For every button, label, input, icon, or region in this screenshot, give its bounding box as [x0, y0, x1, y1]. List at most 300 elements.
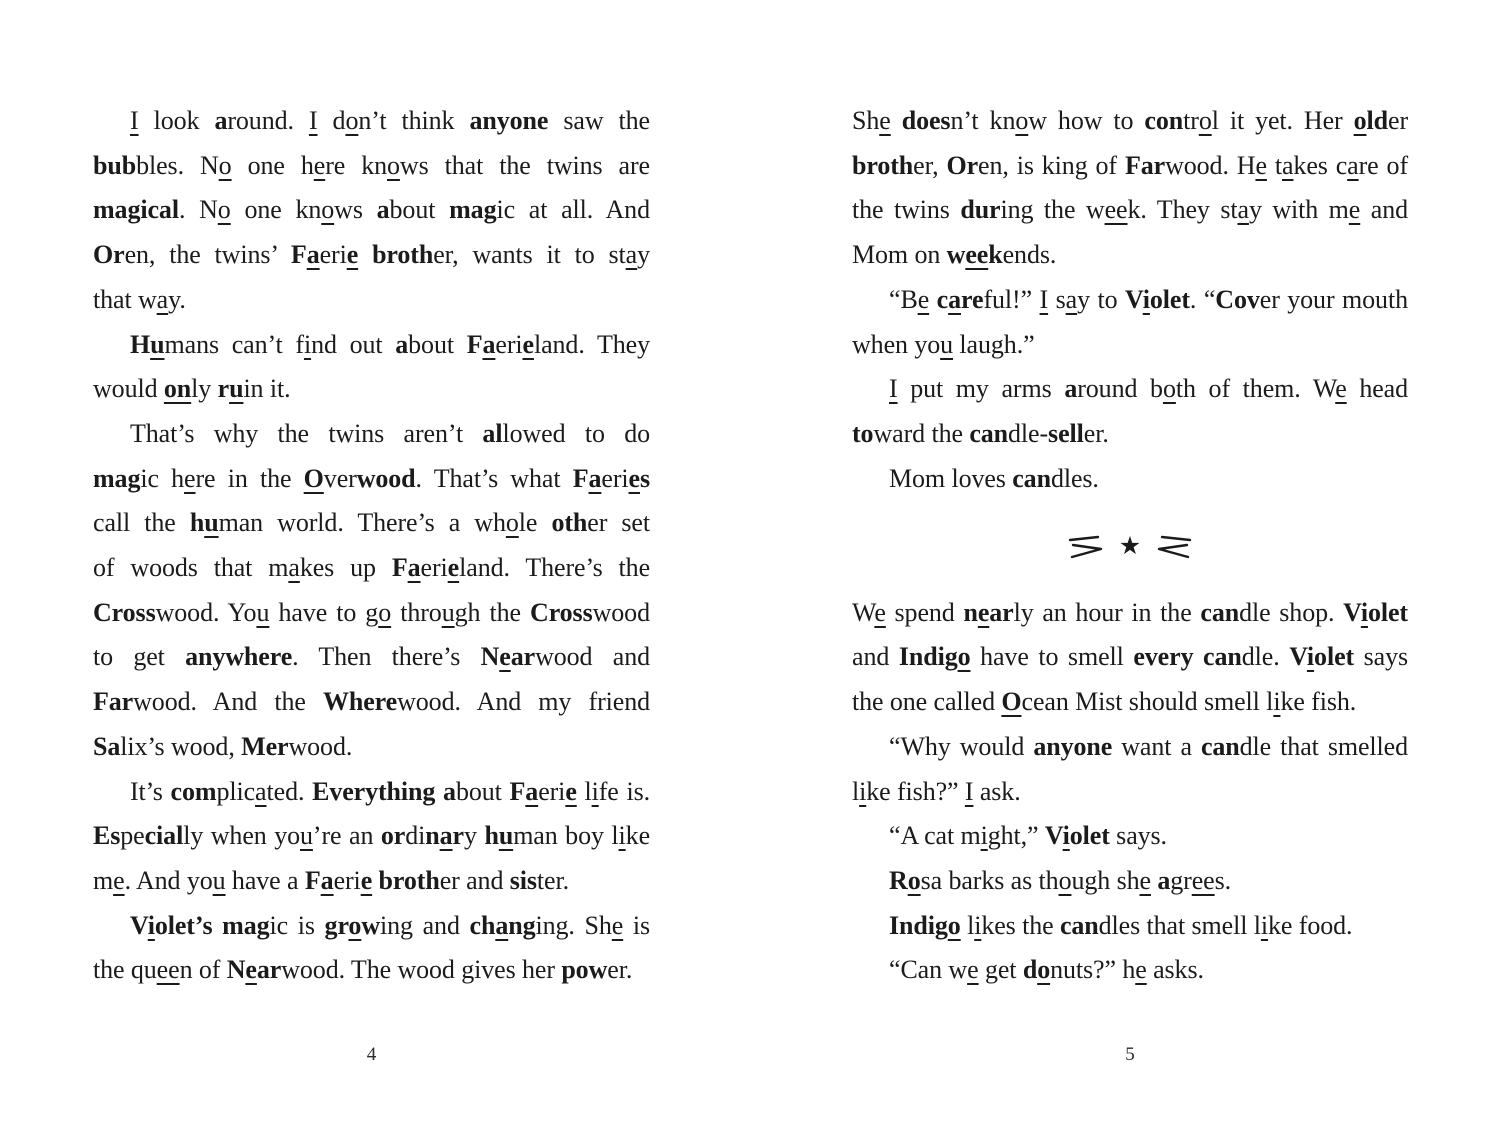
text-line — [93, 859, 650, 904]
text-segment: I — [308, 106, 318, 135]
text-segment: wood. — [288, 731, 353, 761]
text-segment: asks. — [1146, 955, 1204, 985]
text-segment: i — [1260, 910, 1269, 940]
text-segment: re in the — [195, 463, 304, 493]
text-segment: dle that smelled — [1239, 731, 1408, 761]
text-segment: er and — [439, 865, 510, 895]
text-segment: cial — [144, 821, 184, 851]
text-segment: i — [980, 821, 988, 851]
text-segment: round. — [227, 106, 309, 135]
text-segment: mans can’t f — [164, 329, 304, 359]
text-segment: man boy l — [513, 821, 619, 851]
text-segment: saw the — [548, 106, 650, 135]
text-segment: or — [380, 821, 406, 851]
text-segment: W — [852, 597, 875, 627]
text-segment: i — [147, 910, 155, 940]
text-segment: a — [443, 776, 456, 806]
text-segment: call the — [93, 508, 190, 538]
text-segment: ly an hour in the — [1013, 597, 1201, 627]
text-segment: o — [1162, 374, 1176, 404]
text-segment: e — [447, 553, 460, 583]
text-segment: e — [1135, 955, 1147, 985]
text-segment: man world. There’s a wh — [218, 508, 506, 538]
text-segment: a — [407, 553, 421, 583]
text-segment: dur — [960, 195, 1001, 225]
text-segment: ’re an — [312, 821, 381, 851]
text-line — [852, 412, 1408, 457]
text-segment — [1193, 642, 1203, 671]
text-segment: ugh sh — [1071, 865, 1140, 895]
text-line — [93, 188, 650, 233]
paragraph — [93, 99, 650, 323]
text-segment: cean Mist should smell l — [1021, 687, 1274, 717]
text-segment: Cross — [93, 597, 156, 627]
text-segment: i — [974, 910, 982, 940]
text-segment: ic at all. And — [496, 195, 650, 225]
text-line — [852, 188, 1408, 233]
text-segment: th of them. W — [1175, 374, 1336, 404]
page-number: 4 — [366, 1044, 377, 1065]
text-segment: al — [482, 418, 503, 448]
text-segment: o — [505, 508, 519, 538]
text-segment: ic h — [140, 463, 185, 493]
text-line — [93, 725, 650, 770]
text-segment: er. — [607, 955, 633, 985]
paragraph — [852, 814, 1408, 859]
text-segment: Or — [946, 150, 979, 180]
text-segment: ws — [334, 195, 377, 225]
text-segment: en, the twins’ — [124, 240, 291, 270]
text-line — [852, 367, 1408, 412]
text-segment: head — [1346, 374, 1409, 404]
text-segment: in it. — [243, 374, 291, 404]
text-segment: o — [218, 150, 232, 180]
text-segment: s — [1048, 284, 1066, 314]
text-segment: o — [957, 642, 971, 672]
text-segment: V — [130, 910, 148, 940]
text-line — [93, 680, 650, 725]
paragraph — [93, 323, 650, 412]
text-segment: a — [395, 329, 409, 359]
text-line — [93, 591, 650, 636]
text-segment: l it yet. Her — [1211, 106, 1354, 135]
text-line — [852, 814, 1408, 859]
text-segment: Es — [93, 821, 121, 851]
text-segment: and — [852, 642, 899, 672]
text-segment: mag — [449, 195, 497, 225]
text-segment: one kn — [230, 195, 322, 225]
text-segment: F — [391, 553, 408, 583]
text-segment: land. There’s the — [459, 553, 651, 583]
text-segment: Far — [93, 687, 134, 717]
text-line — [93, 904, 650, 949]
text-segment: mag — [222, 910, 270, 940]
page-number: 5 — [1125, 1044, 1135, 1065]
text-segment: i — [303, 329, 312, 359]
text-segment: Mer — [241, 731, 289, 761]
text-segment: does — [901, 106, 951, 135]
text-segment: re — [961, 284, 984, 314]
text-segment: n — [425, 821, 440, 851]
text-segment: ke food. — [1268, 910, 1353, 940]
text-segment: gr — [324, 910, 349, 940]
text-segment: dles that smell l — [1098, 910, 1261, 940]
text-segment: c — [936, 284, 949, 314]
text-segment: kes c — [1293, 150, 1348, 180]
text-segment: sa barks as th — [920, 865, 1059, 895]
text-segment: h — [484, 821, 499, 851]
text-segment: w — [361, 910, 381, 940]
text-segment: o — [321, 195, 335, 225]
text-segment: er set — [587, 508, 650, 538]
text-segment: Cross — [530, 597, 593, 627]
text-segment: ch — [469, 910, 496, 940]
text-segment: can — [1059, 910, 1099, 940]
text-segment: Mom on — [852, 240, 947, 270]
text-segment: want a — [1112, 731, 1201, 761]
text-segment: when yo — [852, 329, 941, 359]
text-segment: I — [130, 106, 139, 135]
text-segment: a — [1237, 195, 1249, 225]
text-line — [852, 278, 1408, 323]
text-segment: nuts?” h — [1050, 955, 1136, 985]
text-segment: a — [588, 463, 602, 493]
text-segment: bout — [455, 776, 510, 806]
text-segment: “Can w — [889, 955, 968, 985]
text-segment: ld — [1366, 106, 1388, 135]
text-segment: F — [509, 776, 526, 806]
text-line — [852, 591, 1408, 636]
text-segment: w — [946, 240, 966, 270]
text-segment: broth — [378, 865, 440, 895]
text-segment: can — [1200, 731, 1240, 761]
text-segment: u — [229, 374, 244, 404]
text-segment: ar — [989, 597, 1014, 627]
text-segment: wood and — [535, 642, 650, 672]
text-segment: round b — [1077, 374, 1163, 404]
text-segment: eri — [601, 463, 629, 493]
text-segment: of woods that m — [93, 553, 289, 583]
text-segment: to get — [93, 642, 186, 672]
text-segment: u — [150, 329, 165, 359]
text-segment: e — [113, 865, 125, 895]
text-segment: o — [947, 910, 961, 940]
text-segment: a — [1281, 150, 1294, 180]
text-segment: wood. Yo — [155, 597, 257, 627]
text-segment: kes the — [981, 910, 1060, 940]
text-segment: o — [217, 195, 231, 225]
text-segment: the one called — [852, 687, 1002, 717]
text-segment: n’t kn — [950, 106, 1016, 135]
text-line — [93, 233, 650, 278]
text-segment: the twins — [852, 195, 961, 225]
text-line — [93, 546, 650, 591]
paragraph — [852, 591, 1408, 725]
text-segment: i — [859, 776, 867, 806]
text-segment: wood — [356, 463, 416, 493]
text-segment: a — [320, 865, 334, 895]
text-segment: e — [611, 910, 624, 940]
text-segment: d — [317, 106, 346, 135]
text-segment: a — [1064, 374, 1078, 404]
text-segment: V — [1044, 821, 1063, 851]
text-segment: e — [522, 329, 534, 359]
text-line — [852, 233, 1408, 278]
paragraph — [852, 725, 1408, 814]
text-segment: . “ — [1189, 284, 1216, 314]
text-segment: “A cat m — [889, 821, 981, 851]
text-segment: a — [1347, 150, 1359, 180]
text-segment: u — [300, 821, 313, 851]
text-segment: o — [907, 865, 921, 895]
text-segment: Sa — [93, 731, 121, 761]
text-segment: ly when yo — [183, 821, 301, 851]
text-segment: ver — [323, 463, 357, 493]
text-segment: a — [948, 284, 962, 314]
scene-break-divider — [852, 501, 1408, 590]
text-segment: I — [964, 776, 974, 806]
text-segment: e — [1255, 150, 1267, 180]
text-segment: e — [874, 597, 886, 627]
text-segment: u — [441, 597, 455, 627]
text-segment: u — [498, 821, 514, 851]
text-segment: ends. — [1002, 240, 1057, 270]
text-line — [852, 948, 1408, 993]
text-segment: ful!” — [983, 284, 1040, 314]
text-segment: lix’s wood, — [120, 731, 242, 761]
text-segment: a — [255, 776, 267, 806]
text-segment: bout — [408, 329, 467, 359]
text-segment: e — [499, 642, 511, 672]
paragraph — [93, 412, 650, 770]
text-segment: e — [977, 597, 990, 627]
text-segment: h — [189, 508, 205, 538]
text-segment: . And yo — [124, 865, 213, 895]
text-segment: a — [1065, 284, 1078, 314]
text-segment: ing the w — [1000, 195, 1105, 225]
page-right — [852, 99, 1408, 993]
text-segment: eri — [538, 776, 566, 806]
text-segment: ke fish?” — [866, 776, 965, 806]
text-segment: “Why would — [889, 731, 1034, 761]
text-line — [93, 412, 650, 457]
text-segment: Where — [322, 687, 398, 717]
text-segment: says. — [1109, 821, 1167, 851]
text-segment: e — [313, 150, 326, 180]
paragraph — [852, 278, 1408, 367]
text-segment: can — [1203, 642, 1242, 672]
text-segment: eri — [333, 865, 361, 895]
text-segment: can — [1200, 597, 1240, 627]
text-segment: V — [1289, 642, 1307, 672]
text-segment: get — [978, 955, 1023, 985]
text-segment: dle- — [1008, 418, 1049, 448]
text-segment: s — [639, 463, 650, 493]
text-segment: i — [618, 821, 626, 851]
text-segment: o — [387, 150, 400, 180]
text-segment: i — [1142, 284, 1150, 314]
text-segment: n of — [179, 955, 227, 985]
text-segment: wood. And the — [133, 687, 323, 717]
text-segment: bub — [93, 150, 137, 180]
text-segment: o — [1353, 106, 1367, 135]
text-line — [93, 770, 650, 815]
text-segment: thro — [391, 597, 442, 627]
text-segment: e — [245, 955, 257, 985]
text-segment: i — [1306, 642, 1315, 672]
text-segment: is — [623, 910, 651, 940]
text-segment: o — [1198, 106, 1212, 135]
text-segment: er, wants it to st — [433, 240, 626, 270]
text-segment: I — [1039, 284, 1049, 314]
text-segment: ic is — [269, 910, 325, 940]
text-segment: sis — [509, 865, 537, 895]
text-segment: u — [204, 508, 219, 538]
text-line — [852, 770, 1408, 815]
text-segment: re kn — [325, 150, 388, 180]
text-segment: wood. The wood gives her — [281, 955, 562, 985]
text-segment: e — [1348, 195, 1361, 225]
text-segment: F — [290, 240, 307, 270]
text-segment: It’s — [130, 776, 171, 806]
text-segment: ted. — [266, 776, 313, 806]
text-segment: on — [163, 374, 192, 404]
text-segment: eri — [420, 553, 448, 583]
text-segment: a — [306, 240, 320, 270]
text-segment: d — [1022, 955, 1038, 985]
text-segment: F — [466, 329, 483, 359]
text-line — [852, 457, 1408, 502]
star-icon: ★ — [1118, 530, 1142, 560]
paragraph — [852, 99, 1408, 278]
text-segment: broth — [852, 150, 914, 180]
text-segment: u — [256, 597, 270, 627]
text-segment: spend — [885, 597, 964, 627]
text-segment: H — [130, 329, 151, 359]
text-segment: w how to — [1028, 106, 1145, 135]
text-segment: ar — [256, 955, 282, 985]
text-segment: land. They — [533, 329, 650, 359]
text-segment: e — [967, 955, 979, 985]
text-segment: k — [988, 240, 1003, 270]
paragraph — [852, 457, 1408, 502]
text-segment: a — [495, 910, 509, 940]
divider-right-arrow-icon — [1154, 533, 1194, 559]
text-segment: ask. — [973, 776, 1021, 806]
text-segment: gr — [1170, 865, 1192, 895]
text-segment: l — [960, 910, 975, 940]
text-segment: ng — [508, 910, 536, 940]
text-segment: a — [525, 776, 539, 806]
text-line — [852, 680, 1408, 725]
text-segment: fe is. — [598, 776, 650, 806]
text-segment: ar — [510, 642, 536, 672]
text-segment: V — [1125, 284, 1143, 314]
text-segment: e — [346, 240, 359, 270]
text-line — [852, 323, 1408, 368]
text-segment: ght,” — [987, 821, 1045, 851]
text-segment: O — [303, 463, 324, 493]
text-segment: . That’s what — [415, 463, 573, 493]
text-segment: bles. N — [136, 150, 219, 180]
text-segment: i — [1360, 597, 1368, 627]
text-segment: u — [940, 329, 954, 359]
text-segment: e — [628, 463, 640, 493]
text-segment: re of — [1358, 150, 1408, 180]
text-segment: m — [93, 865, 114, 895]
text-line — [93, 144, 650, 189]
text-segment: put my arms — [897, 374, 1065, 404]
text-segment: F — [304, 865, 321, 895]
text-segment: O — [1001, 687, 1022, 717]
text-line — [852, 904, 1408, 949]
text-segment: y with m — [1248, 195, 1349, 225]
text-segment: dle. — [1241, 642, 1290, 672]
text-segment: tr — [1183, 106, 1199, 135]
text-segment: di — [405, 821, 426, 851]
text-segment: “B — [889, 284, 918, 314]
text-line — [93, 99, 650, 144]
text-line — [852, 859, 1408, 904]
text-segment: the qu — [93, 955, 157, 985]
text-segment: olet’s — [154, 910, 213, 940]
paragraph — [93, 770, 650, 904]
text-segment: nd out — [311, 329, 396, 359]
text-segment: ly — [191, 374, 218, 404]
text-segment: sell — [1048, 418, 1084, 448]
text-segment: R — [889, 865, 908, 895]
text-segment: e — [917, 284, 930, 314]
text-segment: wood. And my friend — [397, 687, 650, 717]
page-right-paragraphs — [852, 99, 1408, 993]
text-segment: r — [452, 821, 464, 851]
text-segment: . Then there’s — [292, 642, 481, 672]
paragraph — [852, 859, 1408, 904]
text-segment: a — [625, 240, 638, 270]
text-segment: . N — [178, 195, 218, 225]
text-segment: ing. Sh — [535, 910, 612, 940]
text-segment: N — [480, 642, 500, 672]
text-line — [93, 501, 650, 546]
text-segment: o — [345, 106, 359, 135]
text-segment: says — [1354, 642, 1409, 672]
text-segment: and — [1360, 195, 1408, 225]
text-segment: y. — [168, 284, 186, 314]
text-line — [852, 99, 1408, 144]
text-segment: broth — [372, 240, 434, 270]
text-segment: have to g — [269, 597, 379, 627]
text-segment: ee — [965, 240, 989, 270]
text-segment: a — [156, 284, 169, 314]
text-segment: eri — [319, 240, 347, 270]
paragraph — [852, 948, 1408, 993]
text-segment: er. — [1083, 418, 1109, 448]
paragraph — [93, 904, 650, 993]
text-segment: look — [138, 106, 215, 135]
text-segment: le — [518, 508, 552, 538]
text-segment: o — [1015, 106, 1029, 135]
text-segment: y — [637, 240, 651, 270]
text-segment — [891, 106, 902, 135]
text-segment: laugh.” — [953, 329, 1035, 359]
page-left-paragraphs — [93, 99, 650, 993]
text-segment: con — [1144, 106, 1184, 135]
text-segment: a — [376, 195, 390, 225]
text-segment: F — [572, 463, 589, 493]
text-segment — [212, 911, 222, 940]
page-left — [93, 99, 650, 993]
text-segment: kes up — [299, 553, 392, 583]
